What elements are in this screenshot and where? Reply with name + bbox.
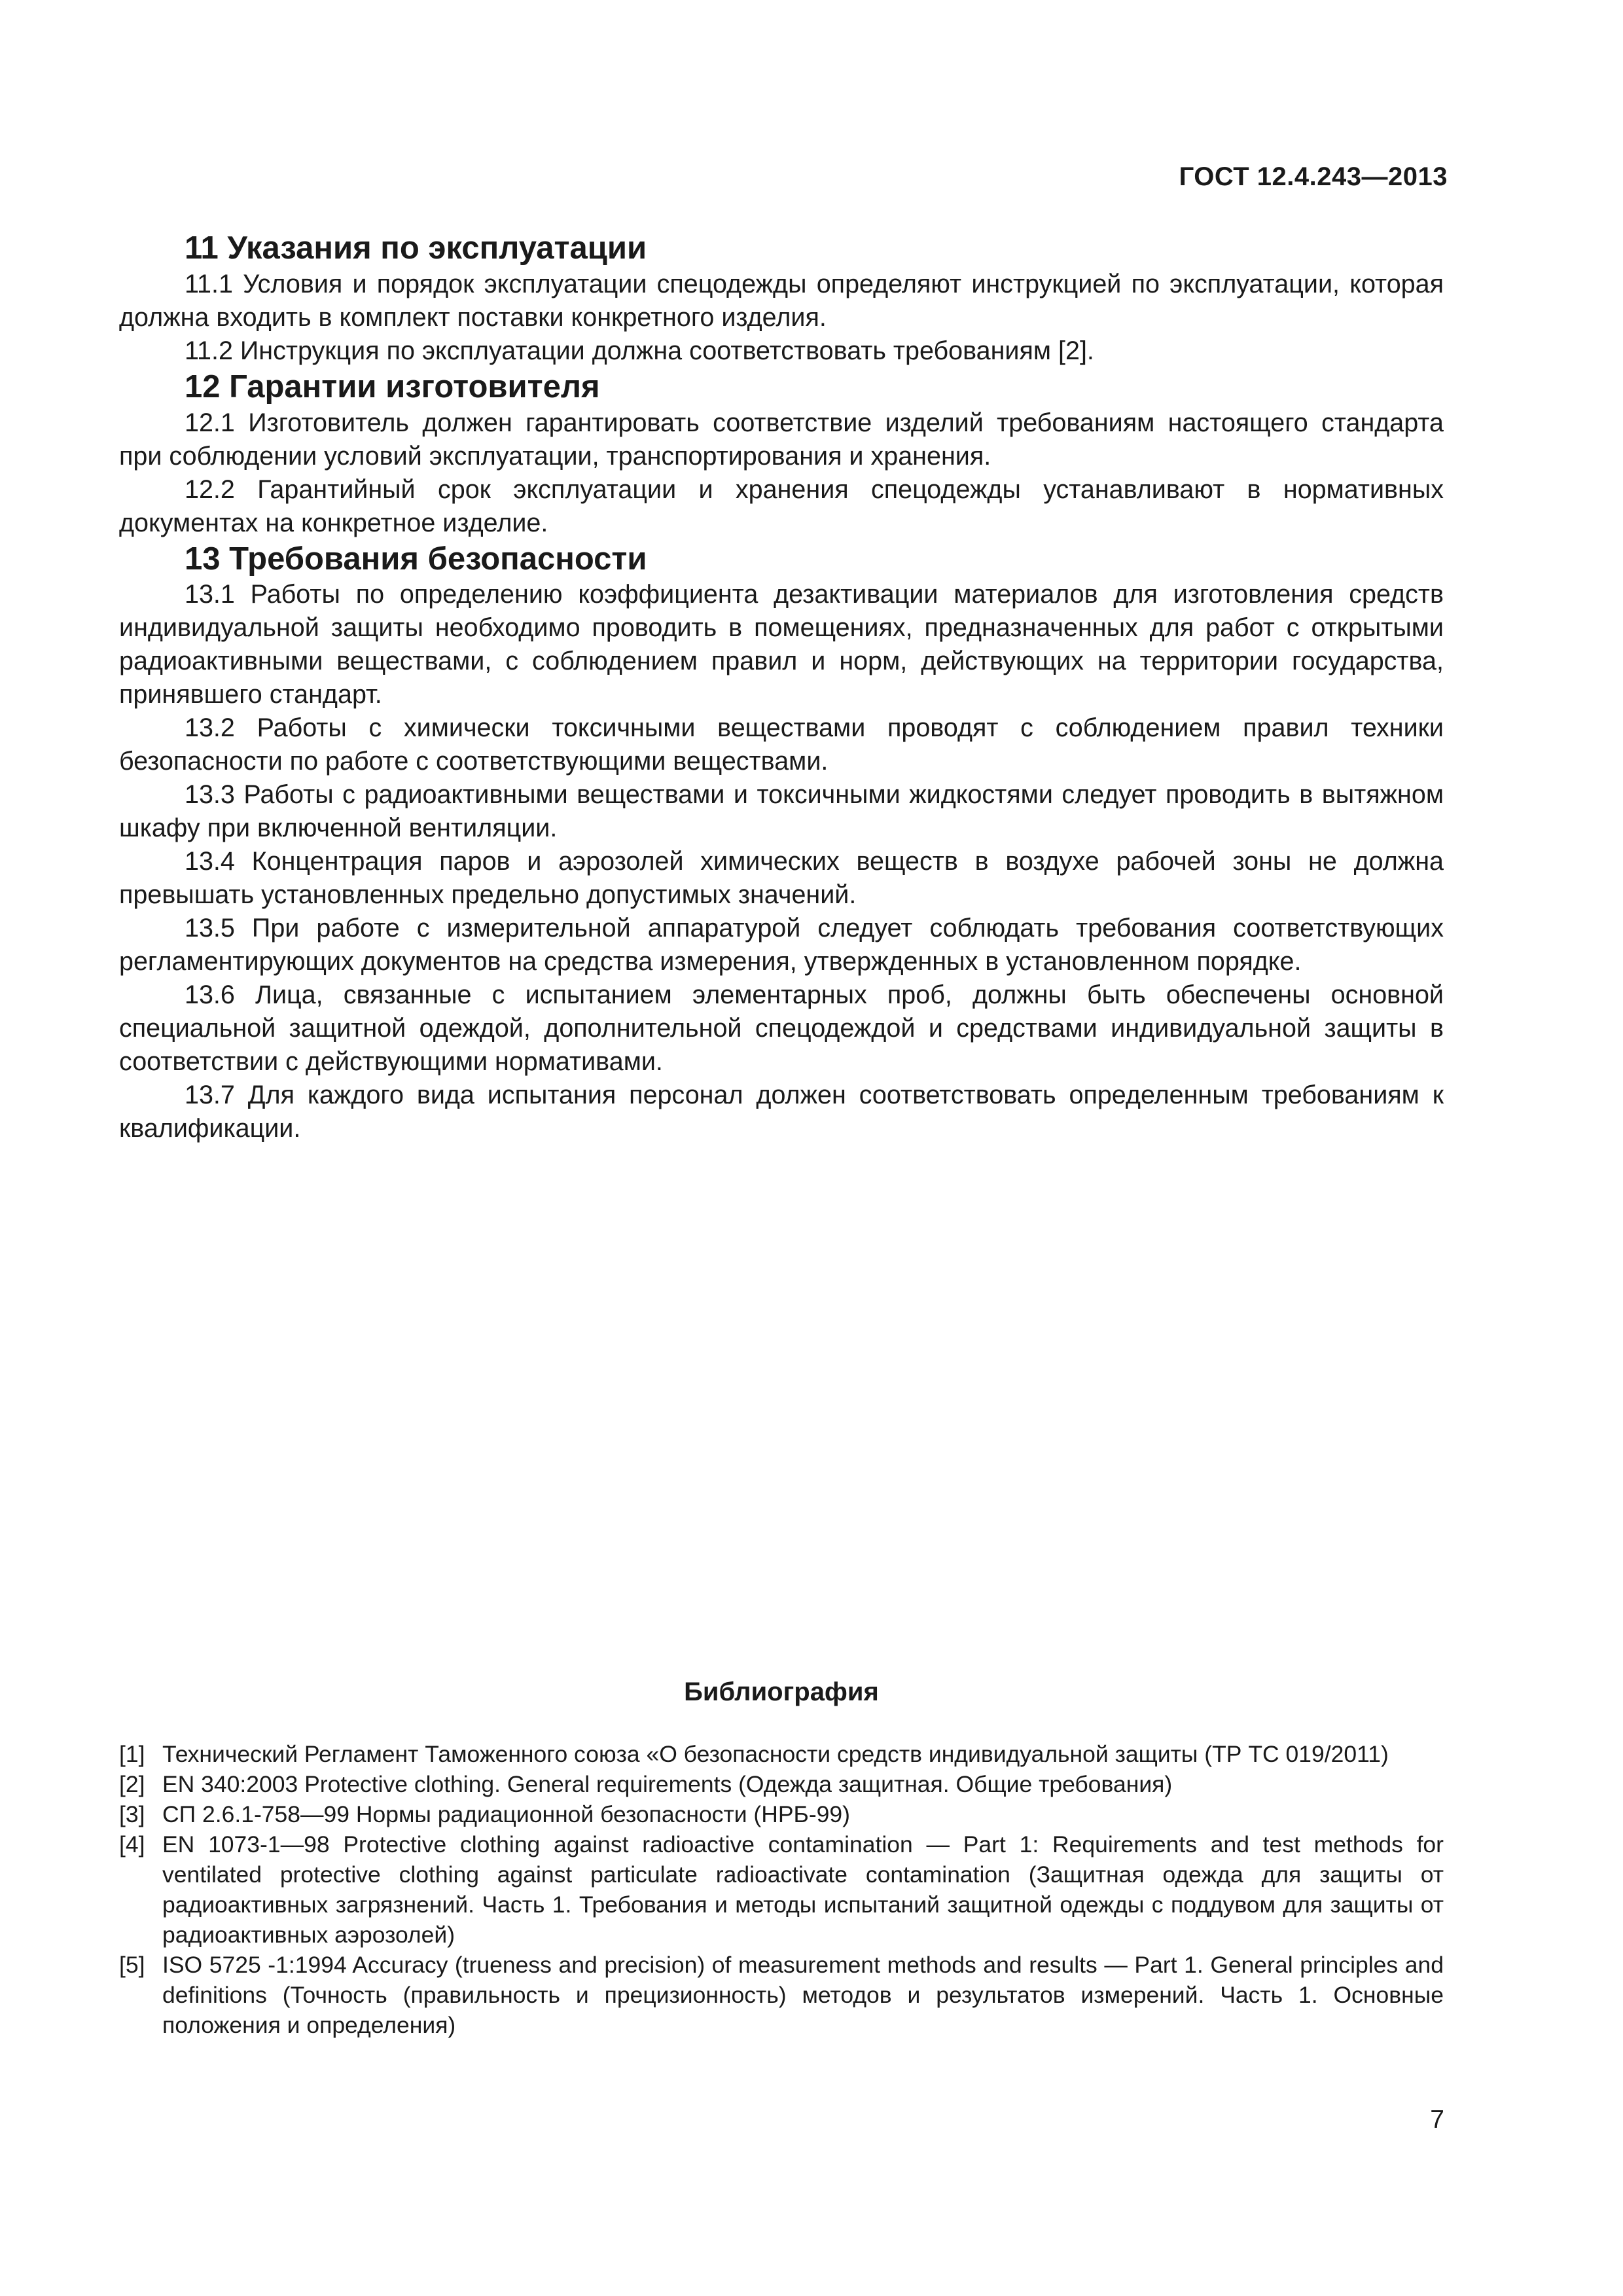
- main-content: [119, 229, 1444, 1145]
- bibliography-item-number: [4]: [119, 1831, 145, 1857]
- paragraph-13-6: 13.6 Лица, связанные с испытанием элементарных проб, должны быть обеспечены основной специальной защитной одеждой, дополнительной спецодеждой и средствами индивидуальной защиты в соответствии с действующими нормативами.: [119, 980, 1444, 1077]
- paragraph-13-5: 13.5 При работе с измерительной аппаратурой следует соблюдать требования соответствующих регламентирующих документов на средства измерения, утвержденных в установленном порядке.: [119, 914, 1444, 977]
- bibliography-item-number: [2]: [119, 1771, 145, 1797]
- paragraph-13-4: 13.4 Концентрация паров и аэрозолей химических веществ в воздухе рабочей зоны не должна превышать установленных предельно допустимых значений.: [119, 847, 1444, 910]
- page-number: 7: [1430, 2106, 1444, 2134]
- paragraph-11-2: 11.2 Инструкция по эксплуатации должна соответствовать требованиям [2].: [185, 336, 1094, 365]
- paragraph-13-2: 13.2 Работы с химически токсичными веществами проводят с соблюдением правил техники безопасности по работе с соответствующими веществами.: [119, 713, 1444, 776]
- bibliography-item: [119, 1799, 1444, 1829]
- bibliography-list: [119, 1739, 1444, 2040]
- paragraph-12-2: 12.2 Гарантийный срок эксплуатации и хранения спецодежды устанавливают в нормативных документах на конкретное изделие.: [119, 475, 1444, 537]
- paragraph-13-7: 13.7 Для каждого вида испытания персонал должен соответствовать определенным требованиям к квалификации.: [119, 1081, 1444, 1143]
- bibliography-item: [119, 1950, 1444, 2040]
- bibliography-item: [119, 1769, 1444, 1799]
- bibliography-item: [119, 1829, 1444, 1950]
- bibliography-title: Библиография: [684, 1677, 879, 1706]
- bibliography-item: [119, 1739, 1444, 1769]
- bibliography-item-text: EN 1073-1—98 Protective clothing against radioactive contamination — Part 1: Requirements and test methods for ventilated protective clothing against particulate radioactivate contamination (Защитная одежда для защиты от радиоактивных загрязнений. Часть 1. Требования и методы испытаний защитной одежды с поддувом для защиты от радиоактивных аэрозолей): [162, 1831, 1444, 1948]
- paragraph-11-1: 11.1 Условия и порядок эксплуатации спецодежды определяют инструкцией по эксплуатации, которая должна входить в комплект поставки конкретного изделия.: [119, 269, 1444, 332]
- bibliography-item-number: [1]: [119, 1741, 145, 1767]
- section-11-title: 11 Указания по эксплуатации: [185, 230, 647, 266]
- paragraph-13-3: 13.3 Работы с радиоактивными веществами и токсичными жидкостями следует проводить в вытяжном шкафу при включенной вентиляции.: [119, 780, 1444, 843]
- bibliography-item-text: СП 2.6.1-758—99 Нормы радиационной безопасности (НРБ-99): [162, 1801, 850, 1827]
- bibliography-item-number: [3]: [119, 1801, 145, 1827]
- paragraph-12-1: 12.1 Изготовитель должен гарантировать соответствие изделий требованиям настоящего стандарта при соблюдении условий эксплуатации, транспортирования и хранения.: [119, 408, 1444, 471]
- document-code: ГОСТ 12.4.243—2013: [1179, 162, 1448, 191]
- section-13-title: 13 Требования безопасности: [185, 541, 647, 577]
- bibliography-item-text: ISO 5725 -1:1994 Accuracy (trueness and precision) of measurement methods and results — Part 1. General principles and definitions (Точность (правильность и прецизионность) методов и результатов измерений. Часть 1. Основные положения и определения): [162, 1952, 1444, 2038]
- bibliography-item-text: Технический Регламент Таможенного союза «О безопасности средств индивидуальной защиты (ТР ТС 019/2011): [162, 1741, 1389, 1767]
- section-12-title: 12 Гарантии изготовителя: [185, 368, 600, 404]
- paragraph-13-1: 13.1 Работы по определению коэффициента дезактивации материалов для изготовления средств индивидуальной защиты необходимо проводить в помещениях, предназначенных для работ с открытыми радиоактивными веществами, с соблюдением правил и норм, действующих на территории государства, принявшего стандарт.: [119, 580, 1444, 709]
- bibliography-item-number: [5]: [119, 1952, 145, 1978]
- bibliography-item-text: EN 340:2003 Protective clothing. General requirements (Одежда защитная. Общие требования): [162, 1771, 1173, 1797]
